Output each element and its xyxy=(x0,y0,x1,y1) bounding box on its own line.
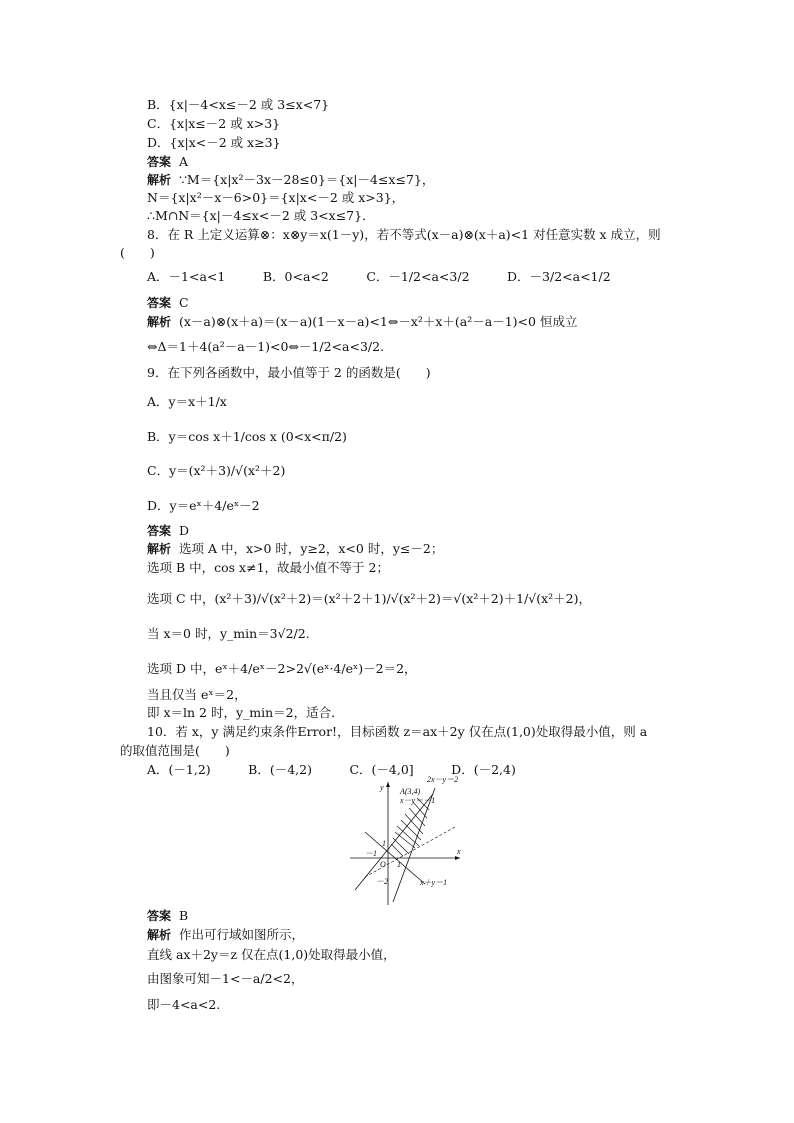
q7-option-b: B．{x|－4<x≤－2 或 3≤x<7} xyxy=(147,97,330,112)
objective-line-dashed xyxy=(365,827,455,877)
label-x-minus-1: －1 xyxy=(365,849,377,858)
q10-analysis-line2: 直线 ax＋2y＝z 仅在点(1,0)处取得最小值， xyxy=(147,947,396,962)
answer-label: 答案 xyxy=(147,155,172,169)
q8-analysis-line2: ⇔Δ＝1＋4(a²－a－1)<0⇔－1/2<a<3/2. xyxy=(147,339,385,354)
q9-option-d: D．y＝eˣ＋4/eˣ－2 xyxy=(147,498,260,513)
q10-analysis-line1 xyxy=(147,926,304,944)
q8-stem-line2: ( ) xyxy=(120,245,155,260)
analysis-label: 解析 xyxy=(147,173,172,187)
q9-analysis-line1 xyxy=(147,540,443,558)
feasible-region-hatch xyxy=(391,798,429,856)
analysis-text: ∵M＝{x|x²－3x－28≤0}＝{x|－4≤x≤7}， xyxy=(178,172,435,187)
label-point-a: A(3,4) xyxy=(400,787,421,796)
q10-analysis-line3: 由图象可知－1<－a/2<2， xyxy=(147,971,304,986)
label-line-x-y: x－y＝－1 xyxy=(400,796,436,805)
q9-option-c: C．y＝(x²＋3)/√(x²＋2) xyxy=(147,463,286,478)
answer-label: 答案 xyxy=(147,909,172,923)
q9-analysis-line2: 选项 B 中，cos x≠1，故最小值不等于 2； xyxy=(147,560,389,575)
q8-options: A．－1<a<1 B．0<a<2 C．－1/2<a<3/2 D．－3/2<a<1/2 xyxy=(147,269,611,284)
label-y-minus-2: －2 xyxy=(376,877,388,886)
answer-value: A xyxy=(178,154,188,169)
q9-analysis-line7: 即 x＝ln 2 时，y_min＝2，适合． xyxy=(147,705,344,720)
answer-value: B xyxy=(178,908,189,923)
label-y: y xyxy=(380,783,384,792)
label-origin: O xyxy=(380,860,386,869)
q7-option-c: C．{x|x≤－2 或 x>3} xyxy=(147,116,281,131)
feasible-region-figure xyxy=(345,772,470,907)
q7-option-d: D．{x|x<－2 或 x≥3} xyxy=(147,135,281,150)
q7-answer xyxy=(147,153,188,171)
q8-stem-line1: 8．在 R 上定义运算⊗：x⊗y＝x(1－y)，若不等式(x－a)⊗(x＋a)<1 对任意实数 x 成立，则 xyxy=(147,227,661,242)
answer-value: D xyxy=(178,523,189,538)
q7-analysis-line3: ∴M∩N＝{x|－4≤x<－2 或 3<x≤7}． xyxy=(147,208,375,223)
analysis-label: 解析 xyxy=(147,315,172,329)
x-axis-arrow xyxy=(455,856,460,860)
q9-analysis-line6: 当且仅当 eˣ＝2， xyxy=(147,687,247,702)
q10-options: A．(－1,2) B．(－4,2) C．(－4,0] D．(－2,4) xyxy=(147,762,516,777)
q9-option-b: B．y＝cos x＋1/cos x (0<x<π/2) xyxy=(147,429,347,444)
q9-analysis-line3: 选项 C 中，(x²＋3)/√(x²＋2)＝(x²＋2＋1)/√(x²＋2)＝√(x²＋2)＋1/√(x²＋2)， xyxy=(147,591,592,606)
analysis-label: 解析 xyxy=(147,928,172,942)
q8-answer xyxy=(147,294,189,312)
q9-answer xyxy=(147,522,189,540)
answer-label: 答案 xyxy=(147,524,172,538)
label-line-x-plus-y: x＋y＝1 xyxy=(420,878,448,887)
label-line-2x-y: 2x－y＝2 xyxy=(427,775,459,784)
q10-answer xyxy=(147,907,188,925)
analysis-text: 作出可行域如图所示， xyxy=(178,927,304,942)
q7-analysis-line1 xyxy=(147,171,434,189)
label-y-1: 1 xyxy=(382,839,386,848)
q10-stem-line2: 的取值范围是( ) xyxy=(120,743,230,758)
q7-analysis-line2: N＝{x|x²－x－6>0}＝{x|x<－2 或 x>3}， xyxy=(147,190,405,205)
answer-label: 答案 xyxy=(147,296,172,310)
q10-stem-line1: 10．若 x，y 满足约束条件Error!，目标函数 z＝ax＋2y 仅在点(1,0)处取得最小值，则 a xyxy=(147,724,648,739)
label-x: x xyxy=(457,847,461,856)
q9-stem: 9．在下列各函数中，最小值等于 2 的函数是( ) xyxy=(147,365,431,380)
analysis-text: 选项 A 中，x>0 时，y≥2，x<0 时，y≤－2； xyxy=(178,541,444,556)
q8-analysis-line1 xyxy=(147,313,577,331)
q9-option-a: A．y＝x＋1/x xyxy=(147,394,227,409)
q9-analysis-line5: 选项 D 中，eˣ＋4/eˣ－2>2√(eˣ·4/eˣ)－2＝2， xyxy=(147,661,417,676)
answer-value: C xyxy=(178,295,189,310)
q9-analysis-line4: 当 x＝0 时，y_min＝3√2/2. xyxy=(147,626,310,641)
analysis-text: (x－a)⊗(x＋a)＝(x－a)(1－x－a)<1⇔－x²＋x＋(a²－a－1)<0 恒成立 xyxy=(178,314,578,329)
analysis-label: 解析 xyxy=(147,542,172,556)
q10-analysis-line4: 即－4<a<2. xyxy=(147,997,221,1012)
label-x-1: 1 xyxy=(397,860,401,869)
y-axis-arrow xyxy=(386,782,390,787)
